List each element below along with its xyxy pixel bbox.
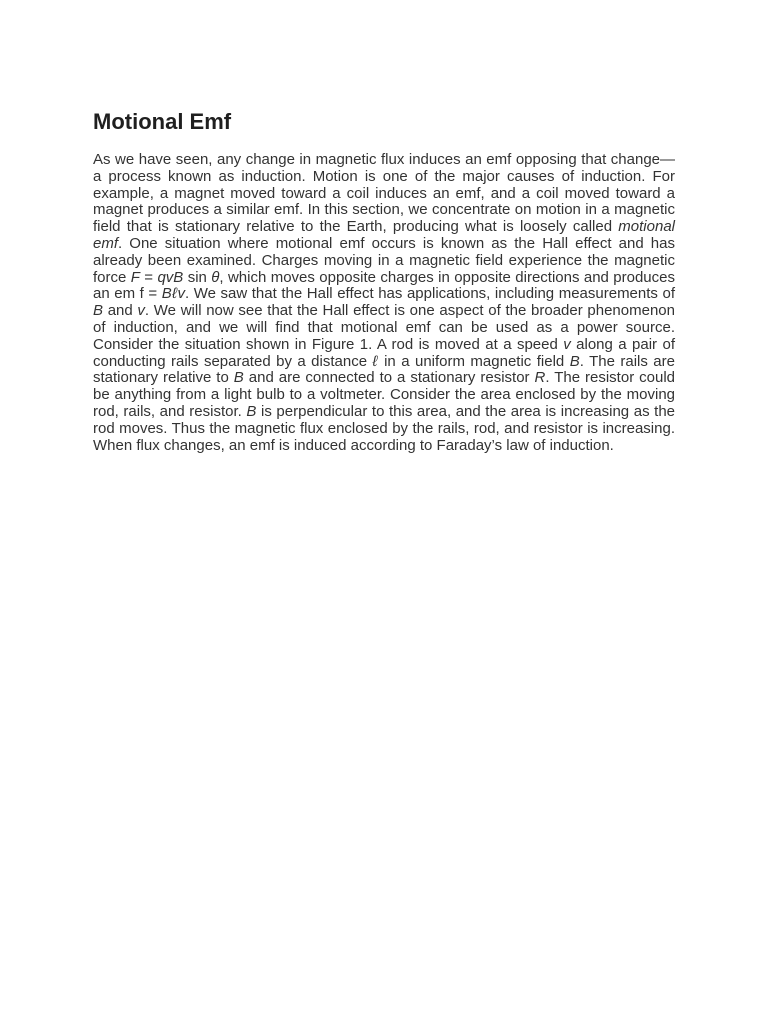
document-page	[93, 108, 675, 454]
text-run: , which moves opposite charges in opposite directions and produces an em f =	[93, 268, 675, 303]
text-run: . We will now see that the Hall effect is one aspect of the broader phenomenon of induction, and we will find that motional emf can be used as a power source. Consider the situation shown in Figure 1. A rod is moved at a speed	[93, 302, 675, 353]
page-title: Motional Emf	[93, 109, 232, 134]
text-run: along a pair of conducting rails separated by a distance	[93, 335, 675, 370]
math-variable: v	[137, 302, 145, 320]
text-run: . The resistor could be anything from a light bulb to a voltmeter. Consider the area enclosed by the moving rod, rails, and resistor.	[93, 369, 676, 420]
text-run: . We saw that the Hall effect has applications, including measurements of	[184, 285, 675, 303]
text-run: As we have seen, any change in magnetic flux induces an emf opposing that change—a process known as induction. Motion is one of the major causes of induction. For example, a magnet moved toward a coil induces an emf, and a coil moved toward a magnet produces a similar emf. In this section, we concentrate on motion in a magnetic field that is stationary relative to the Earth, producing what is loosely called	[93, 151, 675, 236]
text-run: . The rails are stationary relative to	[93, 352, 675, 387]
math-variable: B	[569, 352, 580, 370]
math-variable: B	[233, 369, 244, 387]
math-operator: =	[139, 268, 158, 286]
math-variable: F	[130, 268, 140, 286]
math-variable: B	[246, 402, 257, 420]
math-variable: B	[93, 302, 104, 320]
text-run: is perpendicular to this area, and the area is increasing as the rod moves. Thus the magnetic flux enclosed by the rails, rod, and resistor is increasing. When flux changes, an emf is induced according to Faraday’s law of induction.	[93, 402, 676, 454]
text-run: . One situation where motional emf occurs is known as the Hall effect and has already been examined. Charges moving in a magnetic field experience the magnetic force	[93, 234, 675, 286]
math-function: sin	[183, 268, 212, 286]
body-paragraph	[93, 152, 675, 454]
math-variable: R	[534, 369, 546, 387]
math-variable: qvB	[157, 268, 184, 286]
text-run: and	[103, 302, 138, 320]
math-variable: ℓ	[372, 352, 379, 370]
math-variable: v	[563, 335, 571, 353]
emphasis-term: motional emf	[93, 218, 675, 252]
text-run: in a uniform magnetic field	[378, 352, 570, 370]
math-variable: Bℓv	[161, 285, 185, 303]
text-run: and are connected to a stationary resistor	[243, 369, 535, 387]
math-variable: θ	[211, 268, 220, 286]
